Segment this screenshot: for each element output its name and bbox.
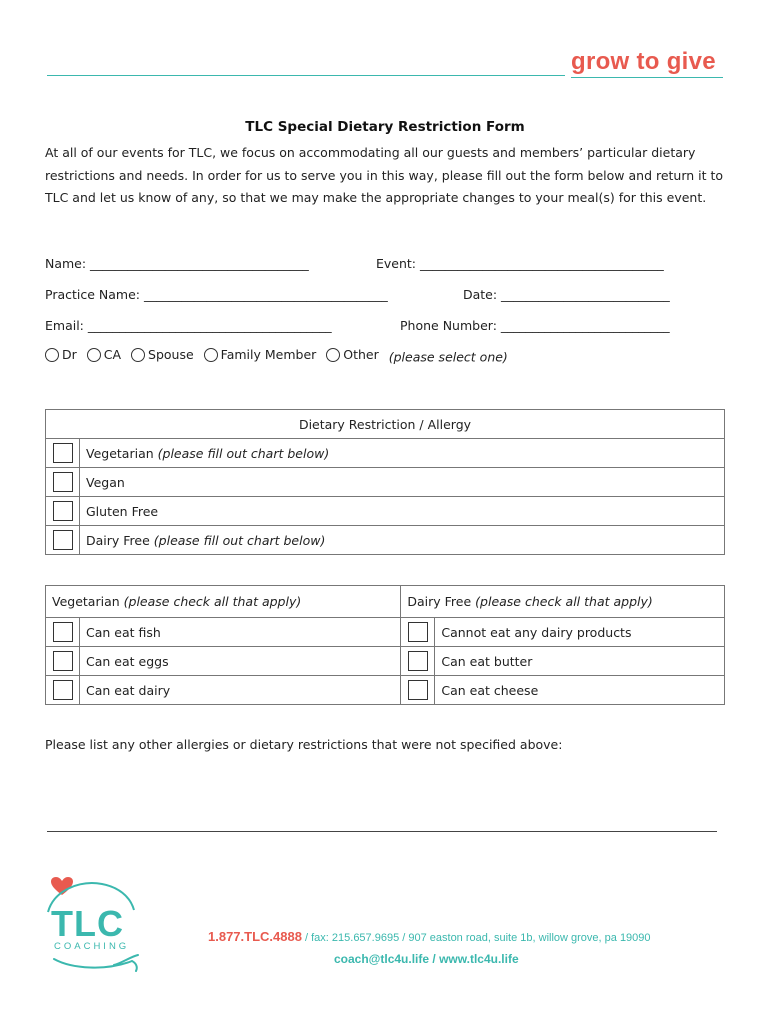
- gluten-free-checkbox[interactable]: [53, 501, 73, 521]
- brand-underline: [571, 77, 723, 78]
- date-field[interactable]: Date: ___________________________: [463, 287, 670, 302]
- dairy-free-checkbox[interactable]: [53, 530, 73, 550]
- role-option-ca[interactable]: CA: [87, 347, 121, 362]
- radio-circle-icon[interactable]: [204, 348, 218, 362]
- form-title: TLC Special Dietary Restriction Form: [245, 119, 525, 135]
- email-field[interactable]: Email: _______________________________________: [45, 318, 332, 333]
- role-option-other[interactable]: Other: [326, 347, 379, 362]
- table-row: [46, 647, 725, 676]
- vegetarian-checkbox[interactable]: [53, 443, 73, 463]
- intro-paragraph: At all of our events for TLC, we focus on accommodating all our guests and members’ particular dietary restrictions and needs. In order for us to serve you in this way, please fill out the form below and return it to TLC and let us know of any, so that we may make the appropriate changes to your meal(s) for this event.: [45, 145, 724, 205]
- radio-circle-icon[interactable]: [326, 348, 340, 362]
- can-eat-cheese-checkbox[interactable]: [408, 680, 428, 700]
- detail-label: Can eat cheese: [435, 676, 725, 705]
- detail-label: Can eat fish: [80, 618, 401, 647]
- phone-field[interactable]: Phone Number: ___________________________: [400, 318, 670, 333]
- logo-text: TLC: [51, 903, 124, 944]
- practice-name-field[interactable]: Practice Name: _______________________________________: [45, 287, 388, 302]
- dietary-restriction-table: [45, 409, 725, 555]
- footer-contact-line: [208, 929, 651, 944]
- vegetarian-header: Vegetarian (please check all that apply): [46, 586, 401, 618]
- detail-label: Can eat butter: [435, 647, 725, 676]
- table-row: [46, 439, 725, 468]
- row-note: (please fill out chart below): [153, 532, 326, 548]
- footer-address: / fax: 215.657.9695 / 907 easton road, suite 1b, willow grove, pa 19090: [301, 932, 651, 944]
- role-option-dr[interactable]: Dr: [45, 347, 77, 362]
- table-row: [46, 618, 725, 647]
- table-row: [46, 526, 725, 555]
- row-note: (please fill out chart below): [157, 445, 330, 461]
- logo-subtext: COACHING: [54, 941, 130, 952]
- row-label: Vegetarian: [86, 445, 154, 461]
- role-radio-group: [45, 347, 508, 365]
- detail-label: Can eat eggs: [80, 647, 401, 676]
- role-select-note: (please select one): [388, 349, 508, 365]
- can-eat-fish-checkbox[interactable]: [53, 622, 73, 642]
- row-label: Gluten Free: [86, 503, 159, 519]
- role-option-family-member[interactable]: Family Member: [204, 347, 317, 362]
- dietary-table-header: Dietary Restriction / Allergy: [46, 410, 725, 439]
- no-dairy-checkbox[interactable]: [408, 622, 428, 642]
- role-option-spouse[interactable]: Spouse: [131, 347, 194, 362]
- row-label: Dairy Free: [86, 532, 150, 548]
- vegan-checkbox[interactable]: [53, 472, 73, 492]
- can-eat-butter-checkbox[interactable]: [408, 651, 428, 671]
- table-row: [46, 676, 725, 705]
- can-eat-eggs-checkbox[interactable]: [53, 651, 73, 671]
- detail-label: Can eat dairy: [80, 676, 401, 705]
- footer-phone[interactable]: 1.877.TLC.4888: [208, 929, 302, 944]
- other-allergies-label: Please list any other allergies or dietary restrictions that were not specified above:: [45, 737, 563, 752]
- event-field[interactable]: Event: _______________________________________: [376, 256, 664, 271]
- row-label: Vegan: [86, 474, 125, 490]
- radio-circle-icon[interactable]: [87, 348, 101, 362]
- footer-web-links[interactable]: coach@tlc4u.life / www.tlc4u.life: [334, 952, 519, 966]
- other-allergies-input[interactable]: [47, 831, 717, 832]
- brand-tagline: grow to give: [571, 48, 716, 75]
- radio-circle-icon[interactable]: [131, 348, 145, 362]
- can-eat-dairy-checkbox[interactable]: [53, 680, 73, 700]
- hands-icon: [52, 953, 142, 975]
- radio-circle-icon[interactable]: [45, 348, 59, 362]
- detail-table: [45, 585, 725, 705]
- table-row: [46, 497, 725, 526]
- header-rule: [47, 75, 565, 76]
- dairy-free-header: Dairy Free (please check all that apply): [401, 586, 725, 618]
- name-field[interactable]: Name: ___________________________________: [45, 256, 309, 271]
- detail-label: Cannot eat any dairy products: [435, 618, 725, 647]
- table-row: [46, 468, 725, 497]
